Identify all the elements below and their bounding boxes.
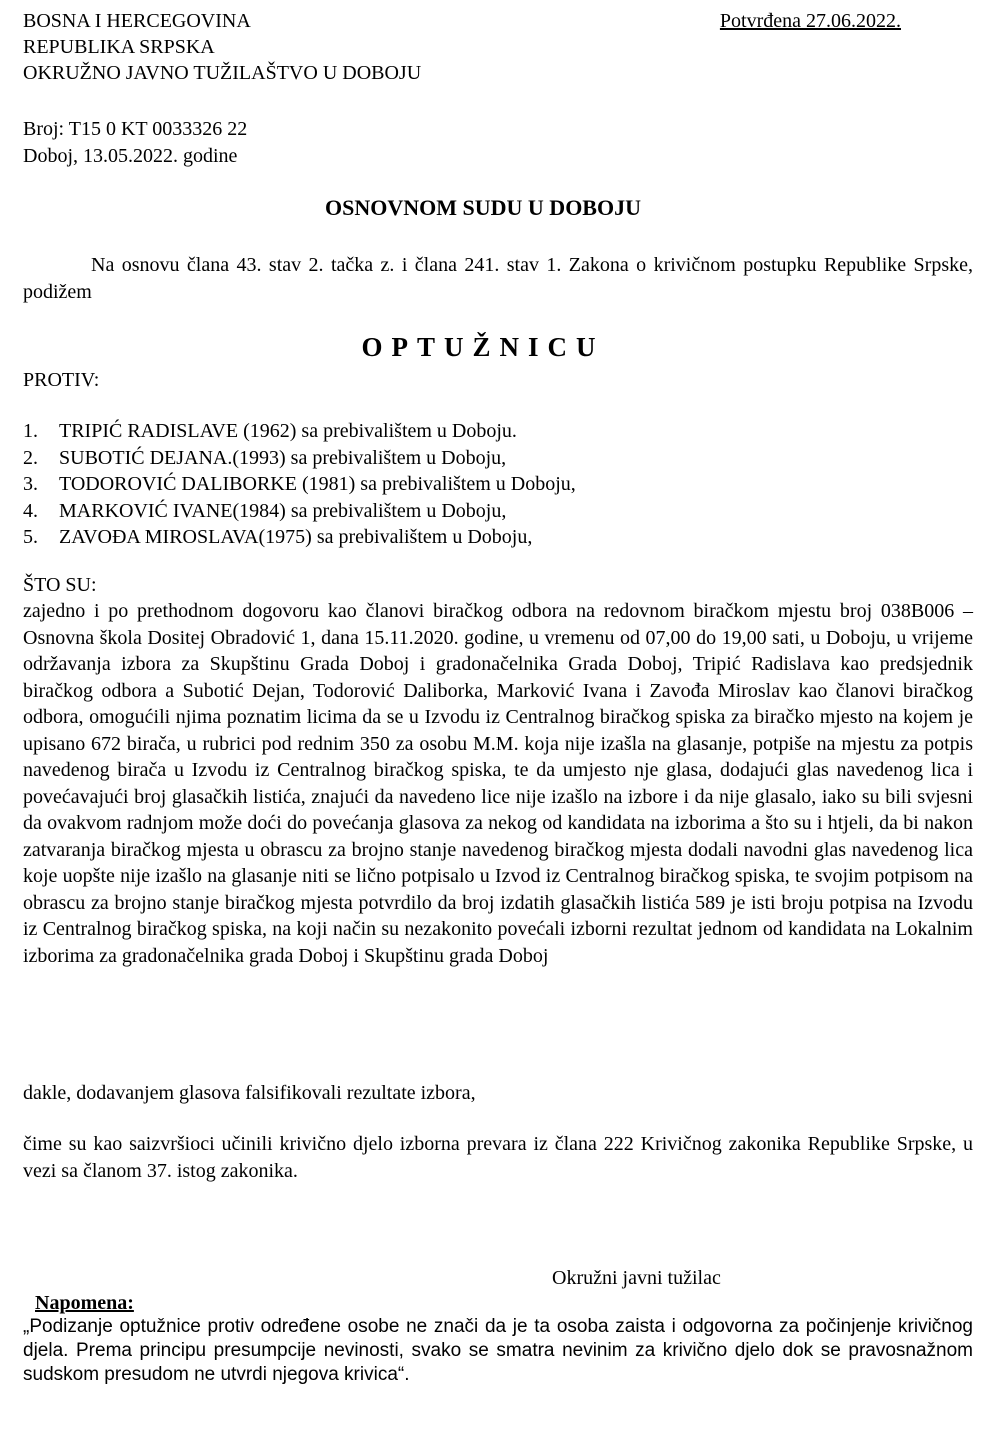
accused-name: TRIPIĆ RADISLAVE (1962) sa prebivalištem u Doboju. — [59, 420, 517, 442]
accused-name: SUBOTIĆ DEJANA.(1993) sa prebivalištem u Doboju, — [59, 446, 507, 469]
document-title: OPTUŽNICU — [361, 332, 605, 362]
against-label: PROTIV: — [23, 369, 100, 391]
list-item — [23, 471, 576, 498]
accused-name: ZAVOĐA MIROSLAVA(1975) sa prebivalištem u Doboju, — [59, 526, 533, 548]
item-number: 1. — [23, 420, 38, 442]
charges-label: ŠTO SU: — [23, 574, 97, 596]
intro-paragraph: Na osnovu člana 43. stav 2. tačka z. i člana 241. stav 1. Zakona o krivičnom postupku Republike Srpske, podižem — [23, 254, 973, 303]
header-country: BOSNA I HERCEGOVINA — [23, 10, 251, 32]
signatory-title: Okružni javni tužilac — [552, 1267, 721, 1289]
charges-paragraph: zajedno i po prethodnom dogovoru kao članovi biračkog odbora na redovnom biračkom mjestu broj 038B006 – Osnovna škola Dositej Obradović 1, dana 15.11.2020. godine, u vremenu od 07,00 do 19,00 sati, u Doboju, u vrijeme održavanja izbora za Skupštinu Grada Doboj i gradonačelnika Grada Doboj, Tripić Radislava kao predsjednik biračkog odbora a Subotić Dejan, Todorović Daliborka, Marković Ivana i Zavođa Miroslav kao članovi biračkog odbora, omogućili njima poznatim licima da se u Izvodu iz Centralnog biračkog spiska za biračko mjesto na kojem je upisano 672 birača, u rubrici pod rednim 350 za osobu M.M. koja nije izašla na glasanje, potpiše na mjestu za potpis navedenog birača u Izvodu iz Centralnog biračkog spiska, te da umjesto nje glasa, dodajući glas navedenog lica i povećavajući broj glasačkih listića, znajući da navedeno lice nije izašlo na izbore i da nije glasalo, iako su bili svjesni da ovakvom radnjom može doći do povećanja glasova za nekog od kandidata na izborima a što su i htjeli, da bi nakon zatvaranja biračkog mjesta u obrascu za brojno stanje navedenog biračkog mjesta dodali navodni glas navedenog lica koje uopšte nije izašlo na glasanje niti se lično potpisalo u Izvod iz Centralnog biračkog spiska, te svojim potpisom na obrascu za brojno stanje biračkog mjesta potvrdilo da broj izdatih glasačkih listića 589 je isti broju potpisa na Izvodu iz Centralnog biračkog spiska, na koji način su nezakonito povećali izborni rezultat jednom od kandidata na Lokalnim izborima za gradonačelnika grada Doboj i Skupštinu grada Doboj — [23, 600, 973, 967]
note-text: „Podizanje optužnice protiv određene osobe ne znači da je ta osoba zaista i odgovorna za počinjenje krivičnog djela. Prema principu presumpcije nevinosti, svako se smatra nevinim za krivično djelo dok se pravosnažnom sudskom presudom ne utvrdi njegova krivica“. — [23, 1316, 973, 1385]
accused-name: TODOROVIĆ DALIBORKE (1981) sa prebivalištem u Doboju, — [59, 473, 576, 495]
case-number: Broj: T15 0 KT 0033326 22 — [23, 118, 248, 140]
list-item — [23, 445, 576, 472]
item-number: 2. — [23, 446, 38, 469]
confirmation-date: Potvrđena 27.06.2022. — [719, 10, 901, 32]
place-date: Doboj, 13.05.2022. godine — [23, 145, 238, 167]
item-number: 5. — [23, 526, 38, 548]
reference-block — [23, 116, 247, 170]
summary-paragraph: dakle, dodavanjem glasova falsifikovali rezultate izbora, — [23, 1082, 476, 1104]
accused-list — [23, 418, 576, 551]
list-item — [23, 524, 576, 551]
issuer-header — [23, 8, 421, 86]
item-number: 3. — [23, 473, 38, 495]
legal-qualification-paragraph: čime su kao saizvršioci učinili krivično djelo izborna prevara iz člana 222 Krivičnog zakonika Republike Srpske, u vezi sa članom 37. istog zakonika. — [23, 1133, 973, 1182]
accused-name: MARKOVIĆ IVANE(1984) sa prebivalištem u Doboju, — [59, 499, 507, 522]
header-office: OKRUŽNO JAVNO TUŽILAŠTVO U DOBOJU — [23, 62, 422, 84]
header-entity: REPUBLIKA SRPSKA — [23, 36, 215, 58]
item-number: 4. — [23, 499, 38, 522]
addressee-court: OSNOVNOM SUDU U DOBOJU — [325, 195, 641, 220]
list-item — [23, 418, 576, 445]
note-label: Napomena: — [35, 1292, 134, 1314]
list-item — [23, 498, 576, 525]
